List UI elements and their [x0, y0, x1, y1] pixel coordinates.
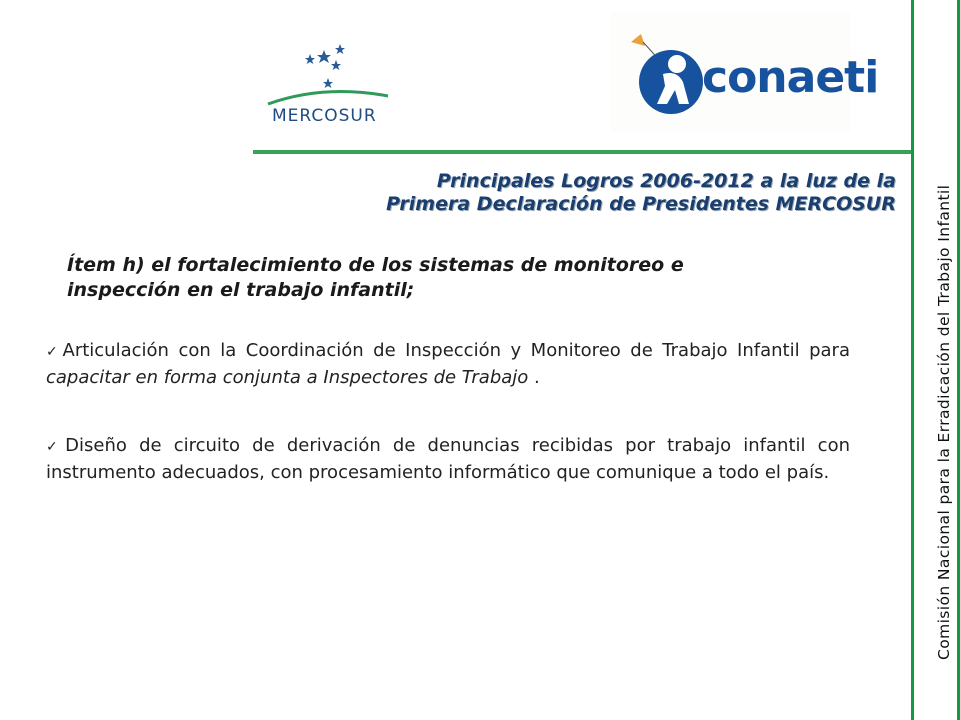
checkmark-icon: ✓ — [46, 439, 65, 455]
bullet-emphasis: capacitar en forma conjunta a Inspectores de Trabajo — [46, 367, 529, 388]
slide-title — [336, 170, 896, 216]
conaeti-wordmark: conaeti — [702, 52, 879, 103]
item-heading — [67, 253, 767, 303]
bullet-text: Diseño de circuito de derivación de denuncias recibidas por trabajo infantil con instrumento adecuados, con procesamiento informático que comunique a todo el país. — [46, 435, 850, 483]
sidebar-vertical-text: Comisión Nacional para la Erradicación del Trabajo Infantil — [935, 184, 953, 660]
checkmark-icon: ✓ — [46, 344, 62, 360]
item-heading-line-2: inspección en el trabajo infantil; — [67, 279, 415, 301]
slide-title-line-2: Primera Declaración de Presidentes MERCOSUR — [386, 193, 896, 215]
item-heading-line-1: Ítem h) el fortalecimiento de los sistemas de monitoreo e — [67, 254, 684, 276]
bullet-item — [46, 338, 850, 391]
bullet-item — [46, 433, 850, 486]
bullet-end: . — [528, 367, 540, 388]
bullet-text: Articulación con la Coordinación de Inspección y Monitoreo de Trabajo Infantil para — [62, 340, 850, 361]
header-divider — [253, 150, 911, 154]
slide-title-line-1: Principales Logros 2006-2012 a la luz de la — [436, 170, 896, 192]
mercosur-wordmark: MERCOSUR — [272, 106, 377, 126]
